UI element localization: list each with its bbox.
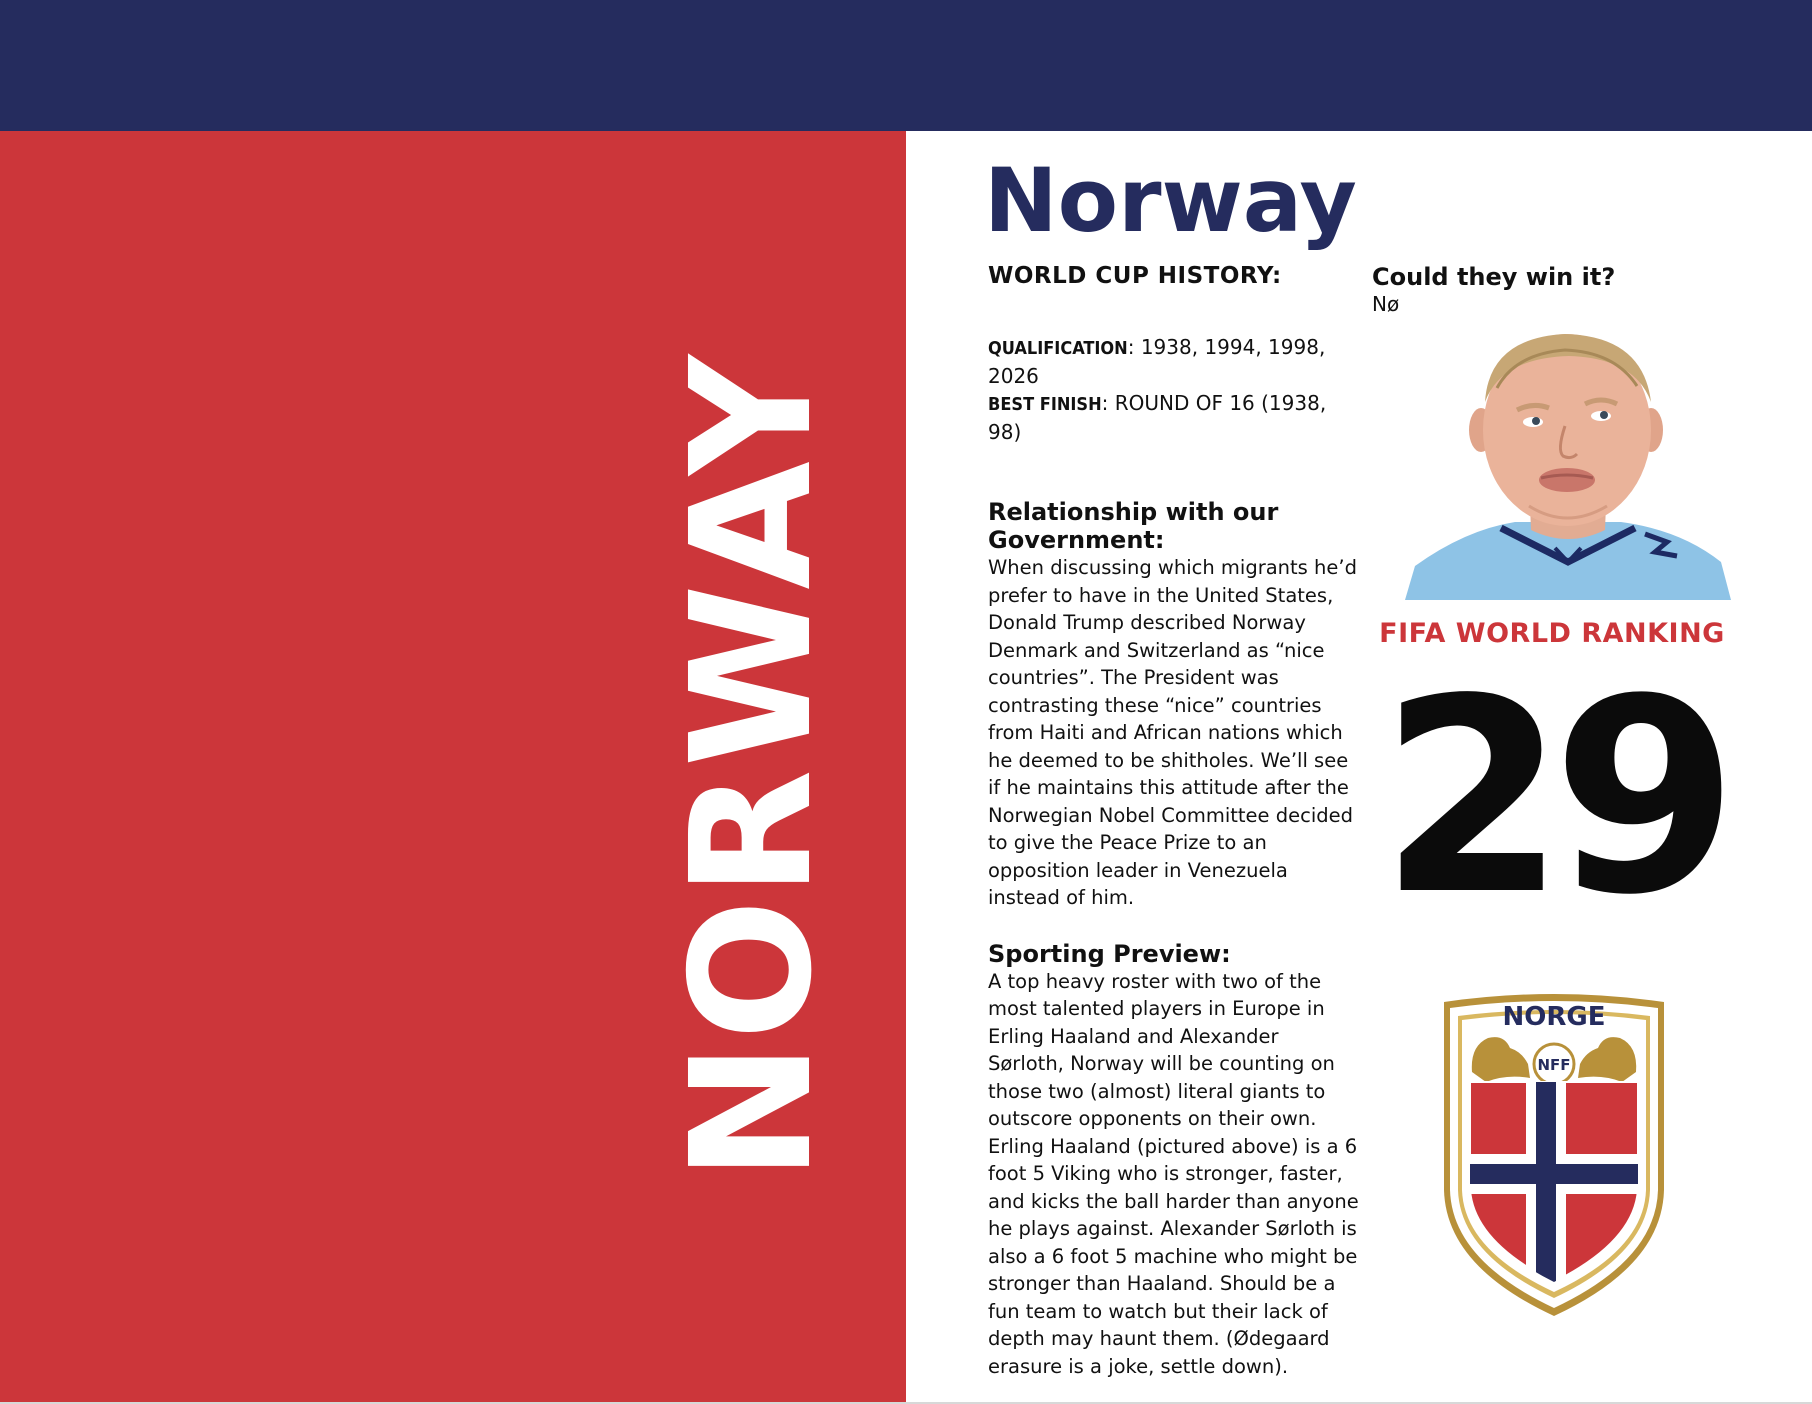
nff-crest-icon: [1436, 990, 1672, 1320]
qualification-row: [988, 334, 1360, 390]
qualification-value: : 1938, 1994, 1998, 2026: [988, 335, 1326, 388]
world-cup-stats: [988, 334, 1360, 446]
best-finish-value: : ROUND OF 16 (1938, 98): [988, 391, 1327, 444]
main-column: [988, 262, 1360, 1380]
qualification-label: QUALIFICATION: [988, 338, 1128, 359]
crest-monogram: NFF: [1537, 1056, 1571, 1074]
world-cup-history-heading: WORLD CUP HISTORY:: [988, 263, 1282, 289]
government-body: When discussing which migrants he’d prefer to have in the United States, Donald Trump described Norway Denmark and Switzerland as “nice countries”. The President was contrasting these “nice” countries from Haiti and African nations which he deemed to be shitholes. We’ll see if he maintains this attitude after the Norwegian Nobel Committee decided to give the Peace Prize to an opposition leader in Venezuela instead of him.: [988, 556, 1357, 909]
government-heading: Relationship with our Government:: [988, 498, 1279, 554]
sporting-preview-body: A top heavy roster with two of the most talented players in Europe in Erling Haaland and Alexander Sørloth, Norway will be counting on those two (almost) literal giants to outscore opponents on their own. Erling Haaland (pictured above) is a 6 foot 5 Viking who is stronger, faster, and kicks the ball harder than anyone he plays against. Alexander Sørloth is also a 6 foot 5 machine who might be stronger than Haaland. Should be a fun team to watch but their lack of depth may haunt them. (Ødegaard erasure is a joke, settle down).: [988, 969, 1359, 1378]
could-they-win-heading: Could they win it?: [1372, 263, 1616, 291]
best-finish-row: [988, 390, 1360, 446]
sporting-preview-heading: Sporting Preview:: [988, 939, 1231, 968]
side-column: [1372, 262, 1762, 316]
vertical-country-name: NORWAY: [656, 352, 849, 1182]
fifa-ranking-label: FIFA WORLD RANKING: [1379, 618, 1725, 649]
player-portrait: [1405, 330, 1731, 600]
page-title: Norway: [984, 149, 1357, 252]
best-finish-label: BEST FINISH: [988, 394, 1102, 415]
top-banner: [0, 0, 1812, 131]
could-they-win-answer: Nø: [1372, 292, 1400, 316]
crest-text: NORGE: [1502, 1002, 1606, 1032]
fifa-ranking-value: 29: [1379, 642, 1725, 954]
